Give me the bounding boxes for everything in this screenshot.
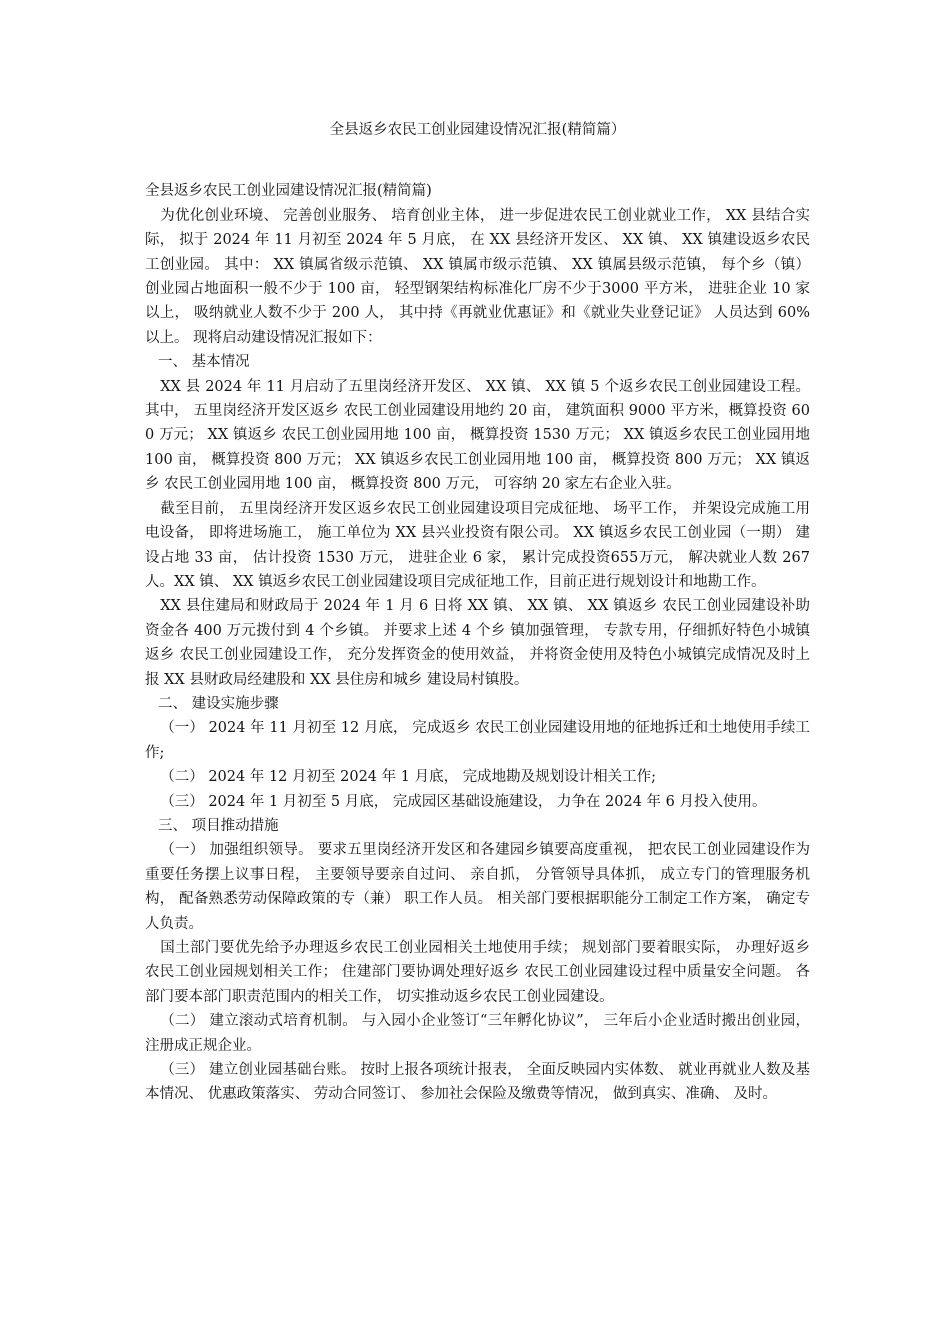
measure-item: （三） 建立创业园基础台账。 按时上报各项统计报表， 全面反映园内实体数、 就业再就业人数及基本情况、 优惠政策落实、 劳动合同签订、 参加社会保险及缴费等情况， 做到真实、准确、 及时。 [145,1062,810,1103]
step-item: （二） 2024 年 12 月初至 2024 年 1 月底， 完成地勘及规划设计相关工作; [160,769,657,786]
paragraph: XX 县 2024 年 11 月启动了五里岗经济开发区、 XX 镇、 XX 镇 5 个返乡农民工创业园建设工程。 其中， 五里岗经济开发区返乡 农民工创业园建设用地约 20 亩， 建筑面积 9000 平方米，概算投资 600 万元； XX 镇返乡 农民工创业园用地 100 亩， 概算投资 1530 万元； XX 镇返乡农民工创业园用地 100 亩， 概算投资 800 万元； XX 镇返乡农民工创业园用地 100 亩， 概算投资 800 万元； XX 镇返乡 农民工创业园用地 100 亩， 概算投资 800 万元， 可容纳 20 家左右企业入驻。 [145,378,810,493]
section-heading-steps: 二、 建设实施步骤 [158,695,279,712]
document-title: 全县返乡农民工创业园建设情况汇报(精简篇） [329,122,626,138]
intro-paragraph: 为优化创业环境、 完善创业服务、 培育创业主体， 进一步促进农民工创业就业工作， XX 县结合实际， 拟于 2024 年 11 月初至 2024 年 5 月底， 在 XX 县经济开发区、 XX 镇、 XX 镇建设返乡农民工创业园。 其中： XX 镇属省级示范镇、 XX 镇属市级示范镇、 XX 镇属县级示范镇， 每个乡（镇） 创业园占地面积一般不少于 100 亩， 轻型钢架结构标准化厂房不少于3000 平方米， 进驻企业 10 家以上， 吸纳就业人数不少于 200 人， 其中持《再就业优惠证》和《就业失业登记证》 人员达到 60%以上。 现将启动建设情况汇报如下： [145,207,810,346]
measure-item: （一） 加强组织领导。 要求五里岗经济开发区和各建园乡镇要高度重视， 把农民工创业园建设作为重要任务摆上议事日程， 主要领导要亲自过问、 亲自抓， 分管领导具体抓， 成立专门的管理服务机构， 配备熟悉劳动保障政策的专（兼） 职工作人员。 相关部门要根据职能分工制定工作方案， 确定专人负责。 [145,842,810,932]
paragraph: 截至目前， 五里岗经济开发区返乡农民工创业园建设项目完成征地、 场平工作， 并架设完成施工用电设备， 即将进场施工， 施工单位为 XX 县兴业投资有限公司。 XX 镇返乡农民工创业园（一期） 建设占地 33 亩， 估计投资 1530 万元， 进驻企业 6 家， 累计完成投资655万元， 解决就业人数 267 人。XX 镇、 XX 镇返乡农民工创业园建设项目完成征地工作，目前正进行规划设计和地勘工作。 [145,500,810,590]
step-item: （一） 2024 年 11 月初至 12 月底， 完成返乡 农民工创业园建设用地的征地拆迁和土地使用手续工作; [145,720,810,761]
paragraph: XX 县住建局和财政局于 2024 年 1 月 6 日将 XX 镇、 XX 镇、 XX 镇返乡 农民工创业园建设补助资金各 400 万元拨付到 4 个乡镇。 并要求上述 4 个乡 镇加强管理， 专款专用，仔细抓好特色小城镇返乡 农民工创业园建设工作， 充分发挥资金的使用效益， 并将资金使用及特色小城镇完成情况及时上报 XX 县财政局经建股和 XX 县住房和城乡 建设局村镇股。 [145,598,810,688]
step-item: （三） 2024 年 1 月初至 5 月底， 完成园区基础设施建设， 力争在 2024 年 6 月投入使用。 [160,793,767,810]
measure-item: （二） 建立滚动式培育机制。 与入园小企业签订“三年孵化协议”， 三年后小企业适时搬出创业园， 注册成正规企业。 [145,1013,810,1054]
document-subtitle: 全县返乡农民工创业园建设情况汇报(精简篇) [145,183,432,200]
paragraph: 国土部门要优先给予办理返乡农民工创业园相关土地使用手续； 规划部门要着眼实际， 办理好返乡 农民工创业园规划相关工作； 住建部门要协调处理好返乡 农民工创业园建设过程中质量安全问题。 各部门要本部门职责范围内的相关工作， 切实推动返乡农民工创业园建设。 [145,940,810,1005]
document-page [145,118,810,1107]
section-heading-basic: 一、 基本情况 [158,354,250,371]
section-heading-measures: 三、 项目推动措施 [158,817,279,834]
